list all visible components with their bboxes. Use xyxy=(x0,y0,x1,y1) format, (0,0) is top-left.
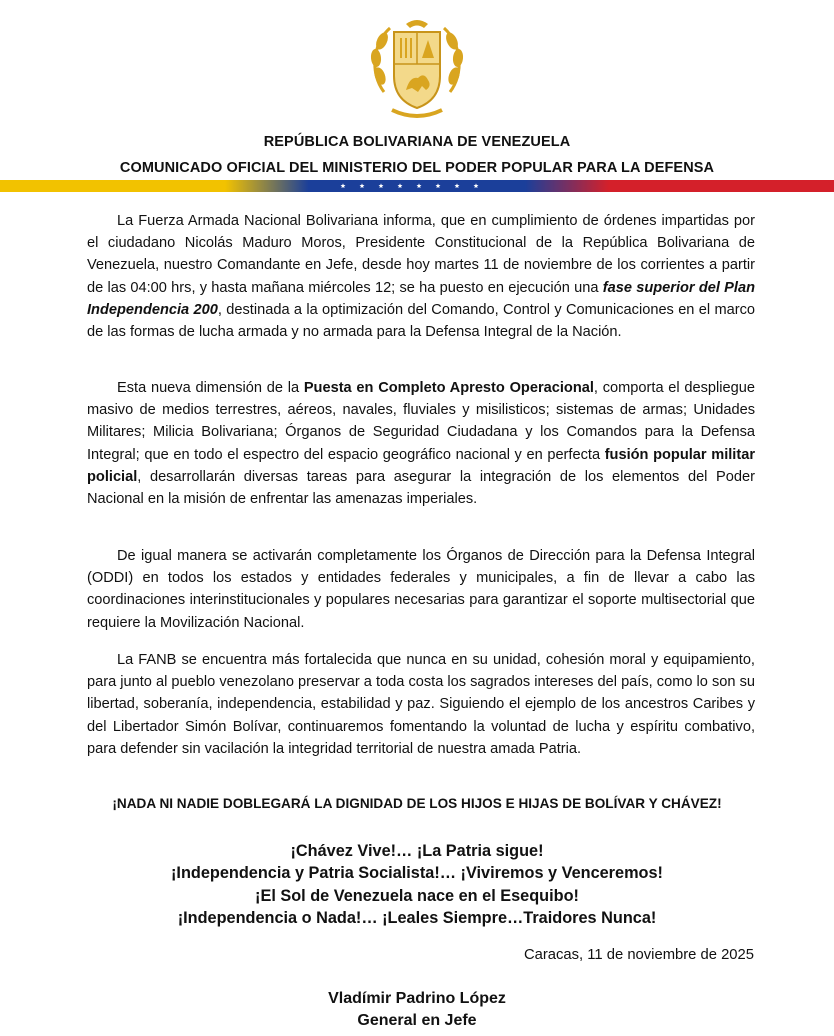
motto-line: ¡El Sol de Venezuela nace en el Esequibo! xyxy=(255,886,579,905)
header-communique: COMUNICADO OFICIAL DEL MINISTERIO DEL PODER POPULAR PARA LA DEFENSA xyxy=(119,160,715,176)
signatory-title: General en Jefe xyxy=(357,1012,477,1029)
motto-line: ¡Independencia o Nada!… ¡Leales Siempre…Traidores Nunca! xyxy=(177,908,657,927)
mottos xyxy=(0,840,834,929)
motto-line: ¡Independencia y Patria Socialista!… ¡Viviremos y Venceremos! xyxy=(171,864,663,883)
paragraph-3: De igual manera se activarán completamente los Órganos de Dirección para la Defensa Integral (ODDI) en todos los estados y entidades federales y municipales, a fin de llevar a cabo las coordinaciones interinstitucionales y populares necesarias para garantizar el soporte multisectorial que requiere la Movilización Nacional. xyxy=(87,548,755,631)
header-republic: REPÚBLICA BOLIVARIANA DE VENEZUELA xyxy=(263,134,571,150)
closing-slogan: ¡NADA NI NADIE DOBLEGARÁ LA DIGNIDAD DE LOS HIJOS E HIJAS DE BOLÍVAR Y CHÁVEZ! xyxy=(112,796,722,811)
coat-of-arms-icon xyxy=(362,14,472,124)
dateline: Caracas, 11 de noviembre de 2025 xyxy=(523,947,754,963)
paragraph-4: La FANB se encuentra más fortalecida que nunca en su unidad, cohesión moral y equipamiento, para junto al pueblo venezolano preservar a toda costa los sagrados intereses del país, como lo son su libertad, soberanía, independencia, estabilidad y paz. Siguiendo el ejemplo de los ancestros Caribes y del Libertador Simón Bolívar, continuaremos fomentando la voluntad de lucha y espíritu combativo, para defender sin vacilación la integridad territorial de nuestra amada Patria. xyxy=(87,652,755,757)
flag-band xyxy=(0,180,834,192)
paragraph-1: La Fuerza Armada Nacional Bolivariana informa, que en cumplimiento de órdenes impartidas por el ciudadano Nicolás Maduro Moros, Presidente Constitucional de la República Bolivariana de Venezuela, nuestro Comandante en Jefe, desde hoy martes 11 de noviembre de los corrientes a partir de las 04:00 hrs, y hasta mañana miércoles 12; se ha puesto en ejecución una fase superior del Plan Independencia 200, destinada a la optimización del Comando, Control y Comunicaciones en el marco de las formas de lucha armada y no armada para la Defensa Integral de la Nación. xyxy=(87,213,756,341)
paragraph-2: Esta nueva dimensión de la Puesta en Completo Apresto Operacional, comporta el despliegue masivo de medios terrestres, aéreos, navales, fluviales y misilisticos; sistemas de armas; Unidades Militares; Milicia Bolivariana; Órganos de Seguridad Ciudadana y los Comandos para la Defensa Integral; que en todo el espectro del espacio geográfico nacional y en perfecta fusión popular militar policial, desarrollarán diversas tareas para asegurar la integración de los elementos del Poder Nacional en la misión de enfrentar las amenazas imperiales. xyxy=(87,380,756,508)
signatory-name: Vladímir Padrino López xyxy=(328,990,506,1007)
motto-line: ¡Chávez Vive!… ¡La Patria sigue! xyxy=(290,842,544,860)
